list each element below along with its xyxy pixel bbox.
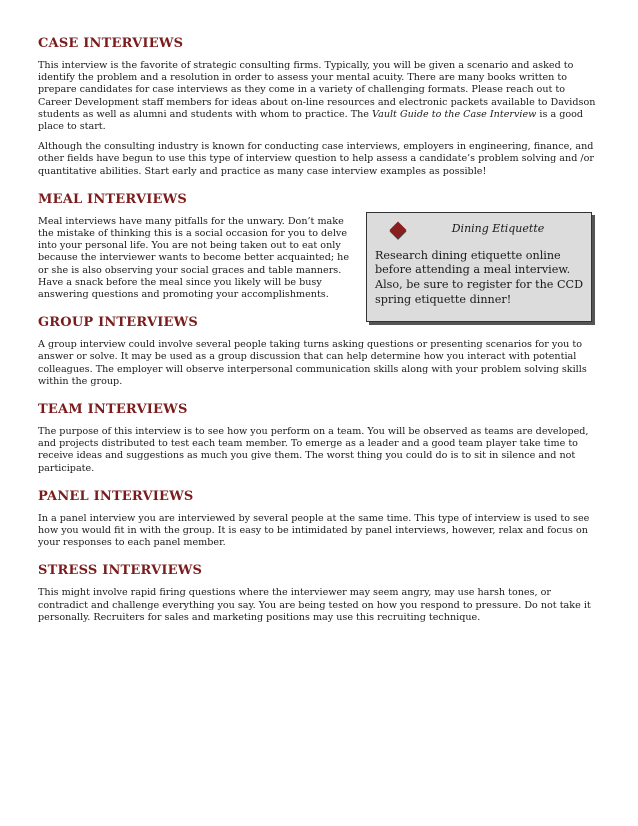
stress-interviews-section [38,563,600,624]
meal-interviews-paragraph: Meal interviews have many pitfalls for the unwary. Don’t make the mistake of thinking this is a social occasion for you to delve into your personal life. You are not being taken out to eat only because the interviewer wants to become better acquainted; he or she is also observing your social graces and table manners. Have a snack before the meal since you likely will be busy answering questions and promoting your accomplishments. [38,215,350,301]
panel-interviews-heading: PANEL INTERVIEWS [38,488,194,504]
panel-interviews-paragraph: In a panel interview you are interviewed by several people at the same time. This type of interview is used to see how you would fit in with the group. It is easy to be intimidated by panel interviews, however, relax and focus on your responses to each panel member. [38,512,590,549]
team-interviews-paragraph: The purpose of this interview is to see how you perform on a team. You will be observed as teams are developed, and projects distributed to test each team member. To emerge as a leader and a good team player take time to receive ideas and suggestions as much you give them. The worst thing you could do is to sit in silence and not participate. [38,426,589,474]
document-page [38,36,600,638]
group-interviews-paragraph: A group interview could involve several people taking turns asking questions or presenting scenarios for you to answer or solve. It may be used as a group discussion that can help determine how you interact with potential colleagues. The employer will observe interpersonal communication skills along with your problem solving skills within the group. [38,339,587,387]
panel-interviews-section [38,489,600,550]
dining-etiquette-title: Dining Etiquette [451,221,545,235]
case-interviews-heading: CASE INTERVIEWS [38,36,184,51]
team-interviews-heading: TEAM INTERVIEWS [38,402,188,418]
case-p1-text: This interview is the favorite of strategic consulting firms. Typically, you will be given a scenario and asked to identify the problem and a resolution in order to assess your mental acuity. There are many books written to prepare candidates for case interviews as they come in a variety of challenging formats. Please reach out to Career Development staff members for ideas about on-line resources and electronic packets available to Davidson students as well as alumni and students with whom to practice. The [38,60,596,120]
meal-interviews-section [38,191,600,306]
dining-etiquette-box [366,212,592,322]
vault-guide-title: Vault Guide to the Case Interview [372,108,537,120]
stress-interviews-paragraph: This might involve rapid firing questions where the interviewer may seem angry, may use harsh tones, or contradict and challenge everything you say. You are being tested on how you respond to pressure. Do not take it personally. Recruiters for sales and marketing positions may use this recruiting technique. [38,587,591,623]
group-interviews-heading: GROUP INTERVIEWS [38,315,199,331]
case-interviews-paragraph-1 [38,60,600,133]
group-interviews-section [38,315,600,388]
case-interviews-section [38,36,600,178]
diamond-icon [390,221,407,238]
team-interviews-section [38,402,600,475]
case-p1-end: is a good place to start. [38,108,584,133]
case-interviews-paragraph-2: Although the consulting industry is known for conducting case interviews, employers in engineering, finance, and other fields have begun to use this type of interview question to help assess a candidate’s problem solving and /or quantitative abilities. Start early and practice as many case interview examples as possible! [38,141,594,177]
stress-interviews-heading: STRESS INTERVIEWS [38,563,203,579]
meal-interviews-heading: MEAL INTERVIEWS [38,191,188,207]
dining-etiquette-text: Research dining etiquette online before attending a meal interview. Also, be sure to register for the CCD spring etiquette dinner! [375,248,584,306]
meal-content [38,215,600,306]
